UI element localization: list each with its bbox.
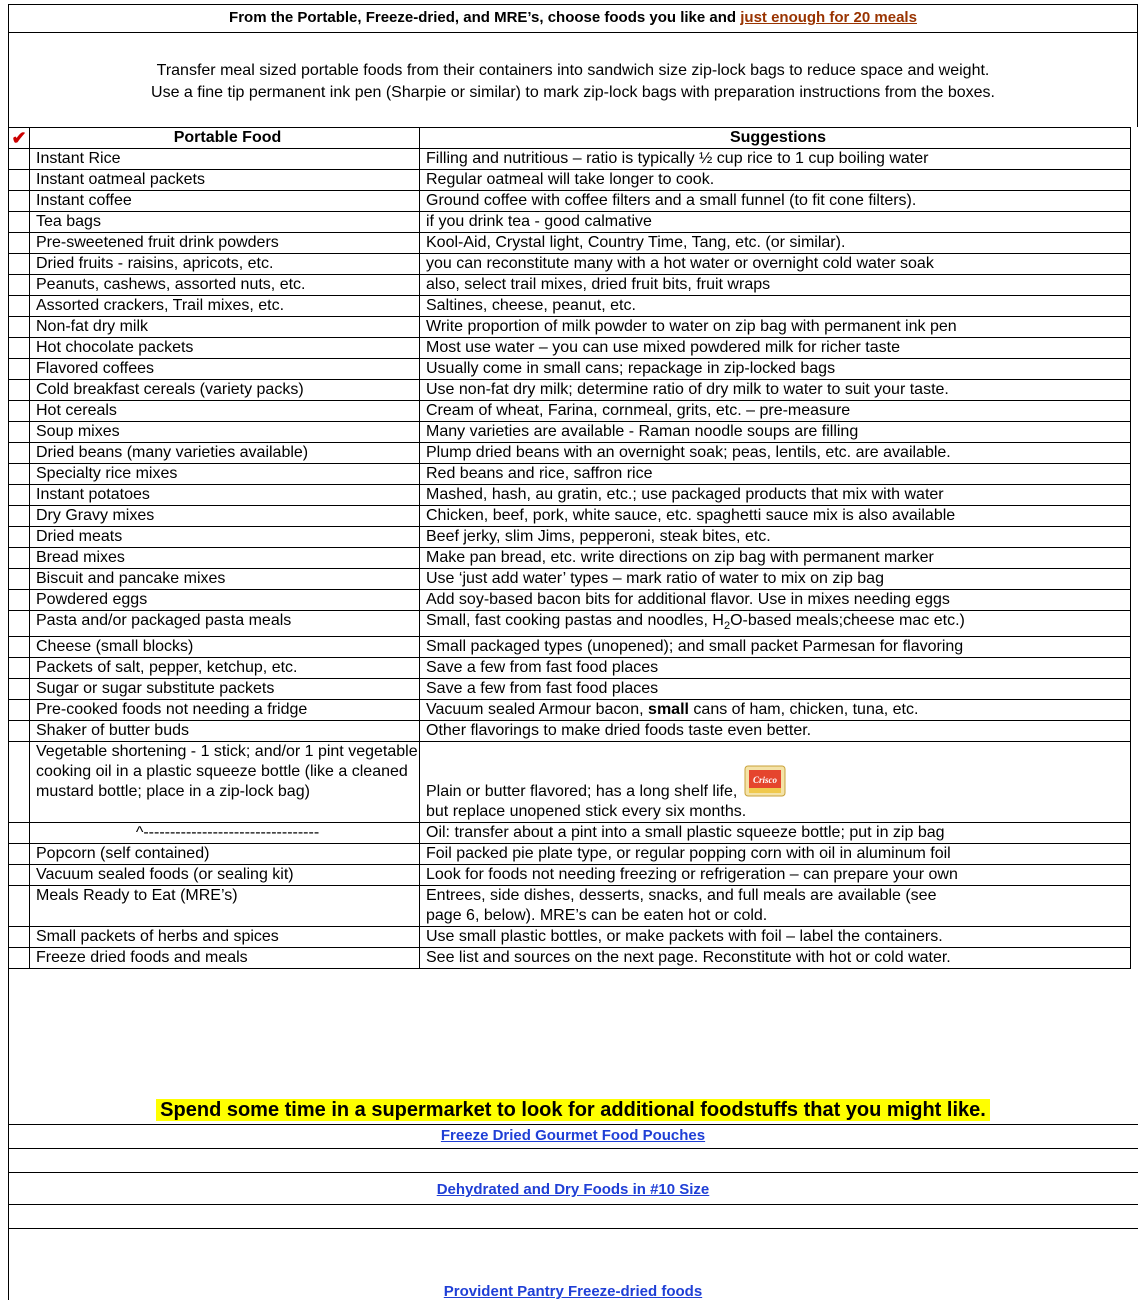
intro-line-1: Transfer meal sized portable foods from their containers into sandwich size zip-lock bags to reduce space and weight. (156, 62, 990, 79)
food-cell: Non-fat dry milk (30, 317, 420, 338)
food-cell: Instant oatmeal packets (30, 170, 420, 191)
document-frame (8, 4, 1138, 1300)
suggestion-cell: Regular oatmeal will take longer to cook. (420, 170, 1131, 191)
suggestion-cell: Add soy-based bacon bits for additional flavor. Use in mixes needing eggs (420, 590, 1131, 611)
table-header-row (9, 128, 1131, 149)
row-checkbox-cell[interactable] (9, 679, 30, 700)
food-cell: Powdered eggs (30, 590, 420, 611)
food-cell: Flavored coffees (30, 359, 420, 380)
suggestion-cell: Beef jerky, slim Jims, pepperoni, steak bites, etc. (420, 527, 1131, 548)
row-checkbox-cell[interactable] (9, 611, 30, 637)
row-checkbox-cell[interactable] (9, 485, 30, 506)
table-row (9, 191, 1131, 212)
food-cell: Peanuts, cashews, assorted nuts, etc. (30, 275, 420, 296)
table-row (9, 401, 1131, 422)
table-row (9, 865, 1131, 886)
suggestion-cell: Plump dried beans with an overnight soak; peas, lentils, etc. are available. (420, 443, 1131, 464)
suggestion-cell: Most use water – you can use mixed powdered milk for richer taste (420, 338, 1131, 359)
suggestion-cell: Small packaged types (unopened); and small packet Parmesan for flavoring (420, 637, 1131, 658)
suggestion-cell: Plain or butter flavored; has a long shelf life, Crisco but replace unopened stick every six months. (420, 742, 1131, 823)
supermarket-highlight: Spend some time in a supermarket to look for additional foodstuffs that you might like. (156, 1099, 990, 1121)
suggestion-cell: Usually come in small cans; repackage in zip-locked bags (420, 359, 1131, 380)
food-cell: Freeze dried foods and meals (30, 948, 420, 969)
suggestion-cell: Look for foods not needing freezing or refrigeration – can prepare your own (420, 865, 1131, 886)
food-cell: Shaker of butter buds (30, 721, 420, 742)
row-checkbox-cell[interactable] (9, 721, 30, 742)
suggestion-cell: Make pan bread, etc. write directions on zip bag with permanent marker (420, 548, 1131, 569)
suggestion-cell: Kool-Aid, Crystal light, Country Time, Tang, etc. (or similar). (420, 233, 1131, 254)
row-checkbox-cell[interactable] (9, 637, 30, 658)
row-checkbox-cell[interactable] (9, 191, 30, 212)
row-checkbox-cell[interactable] (9, 844, 30, 865)
suggestion-cell: Foil packed pie plate type, or regular popping corn with oil in aluminum foil (420, 844, 1131, 865)
suggestion-cell: if you drink tea - good calmative (420, 212, 1131, 233)
table-row (9, 823, 1131, 844)
food-cell: Dried beans (many varieties available) (30, 443, 420, 464)
table-row (9, 485, 1131, 506)
page-header (8, 4, 1138, 32)
table-row (9, 742, 1131, 823)
suggestion-cell: Oil: transfer about a pint into a small plastic squeeze bottle; put in zip bag (420, 823, 1131, 844)
row-checkbox-cell[interactable] (9, 170, 30, 191)
table-row (9, 296, 1131, 317)
suggestion-cell: Use ‘just add water’ types – mark ratio of water to mix on zip bag (420, 569, 1131, 590)
check-column-header (9, 128, 30, 149)
suggestion-cell: Save a few from fast food places (420, 658, 1131, 679)
suggestion-cell: you can reconstitute many with a hot water or overnight cold water soak (420, 254, 1131, 275)
header-link[interactable]: just enough for 20 meals (740, 9, 917, 26)
food-cell: Small packets of herbs and spices (30, 927, 420, 948)
table-row (9, 506, 1131, 527)
food-cell: Bread mixes (30, 548, 420, 569)
row-checkbox-cell[interactable] (9, 506, 30, 527)
row-checkbox-cell[interactable] (9, 948, 30, 969)
food-cell: Dry Gravy mixes (30, 506, 420, 527)
row-checkbox-cell[interactable] (9, 464, 30, 485)
row-checkbox-cell[interactable] (9, 401, 30, 422)
table-row (9, 548, 1131, 569)
row-checkbox-cell[interactable] (9, 149, 30, 170)
row-checkbox-cell[interactable] (9, 590, 30, 611)
row-checkbox-cell[interactable] (9, 548, 30, 569)
table-row (9, 700, 1131, 721)
intro-block (8, 60, 1138, 104)
suggestion-cell: Ground coffee with coffee filters and a small funnel (to fit cone filters). (420, 191, 1131, 212)
shortening-product-image (741, 760, 791, 802)
suggestion-cell: Use small plastic bottles, or make packets with foil – label the containers. (420, 927, 1131, 948)
row-checkbox-cell[interactable] (9, 927, 30, 948)
suggestion-cell: Other flavorings to make dried foods taste even better. (420, 721, 1131, 742)
table-row (9, 844, 1131, 865)
food-cell: Packets of salt, pepper, ketchup, etc. (30, 658, 420, 679)
footer-line-4 (8, 1204, 1138, 1205)
table-row (9, 679, 1131, 700)
checkmark-icon: ✔ (11, 128, 27, 148)
table-row (9, 422, 1131, 443)
footer-line-2 (8, 1148, 1138, 1149)
suggestion-cell: also, select trail mixes, dried fruit bits, fruit wraps (420, 275, 1131, 296)
suggestion-cell: Filling and nutritious – ratio is typically ½ cup rice to 1 cup boiling water (420, 149, 1131, 170)
provident-pantry-link[interactable]: Provident Pantry Freeze-dried foods (443, 1283, 703, 1300)
table-row (9, 637, 1131, 658)
table-row (9, 527, 1131, 548)
food-cell: Sugar or sugar substitute packets (30, 679, 420, 700)
row-checkbox-cell[interactable] (9, 233, 30, 254)
table-row (9, 380, 1131, 401)
suggestion-cell: Saltines, cheese, peanut, etc. (420, 296, 1131, 317)
row-checkbox-cell[interactable] (9, 212, 30, 233)
food-cell: Instant potatoes (30, 485, 420, 506)
table-row (9, 886, 1131, 927)
table-row (9, 338, 1131, 359)
food-cell: Pre-cooked foods not needing a fridge (30, 700, 420, 721)
table-row (9, 359, 1131, 380)
table-row (9, 275, 1131, 296)
table-row (9, 443, 1131, 464)
food-cell: Soup mixes (30, 422, 420, 443)
crisco-logo-text: Crisco (753, 775, 778, 786)
food-column-header: Portable Food (30, 128, 420, 149)
suggestion-cell: See list and sources on the next page. Reconstitute with hot or cold water. (420, 948, 1131, 969)
food-cell: ^--------------------------------- (30, 823, 420, 844)
suggestion-cell: Cream of wheat, Farina, cornmeal, grits, etc. – pre-measure (420, 401, 1131, 422)
footer-line-5 (8, 1228, 1138, 1229)
food-cell: Cheese (small blocks) (30, 637, 420, 658)
row-checkbox-cell[interactable] (9, 658, 30, 679)
footer-line-3 (8, 1172, 1138, 1173)
suggestion-cell: Red beans and rice, saffron rice (420, 464, 1131, 485)
row-checkbox-cell[interactable] (9, 317, 30, 338)
food-cell: Vegetable shortening - 1 stick; and/or 1 pint vegetable cooking oil in a plastic squeeze bottle (like a cleaned mustard bottle; place in a zip-lock bag) (30, 742, 420, 823)
food-table (8, 127, 1131, 969)
row-checkbox-cell[interactable] (9, 527, 30, 548)
suggestion-cell: Chicken, beef, pork, white sauce, etc. spaghetti sauce mix is also available (420, 506, 1131, 527)
header-divider (8, 32, 1138, 33)
row-checkbox-cell[interactable] (9, 443, 30, 464)
food-cell: Dried meats (30, 527, 420, 548)
food-cell: Cold breakfast cereals (variety packs) (30, 380, 420, 401)
row-checkbox-cell[interactable] (9, 359, 30, 380)
row-checkbox-cell[interactable] (9, 742, 30, 823)
table-row (9, 170, 1131, 191)
footer-link-row-1 (8, 1124, 1138, 1148)
suggestion-cell: Entrees, side dishes, desserts, snacks, and full meals are available (see page 6, below). MRE’s can be eaten hot or cold. (420, 886, 1131, 927)
food-cell: Specialty rice mixes (30, 464, 420, 485)
header-text: From the Portable, Freeze-dried, and MRE’s, choose foods you like and (229, 9, 741, 26)
row-checkbox-cell[interactable] (9, 275, 30, 296)
suggestion-cell: Use non-fat dry milk; determine ratio of dry milk to water to suit your taste. (420, 380, 1131, 401)
row-checkbox-cell[interactable] (9, 700, 30, 721)
row-checkbox-cell[interactable] (9, 422, 30, 443)
food-cell: Meals Ready to Eat (MRE’s) (30, 886, 420, 927)
table-row (9, 569, 1131, 590)
suggestion-cell: Mashed, hash, au gratin, etc.; use packaged products that mix with water (420, 485, 1131, 506)
table-row (9, 948, 1131, 969)
food-cell: Pasta and/or packaged pasta meals (30, 611, 420, 637)
table-row (9, 721, 1131, 742)
row-checkbox-cell[interactable] (9, 254, 30, 275)
freeze-dried-pouches-link[interactable]: Freeze Dried Gourmet Food Pouches (440, 1127, 706, 1144)
table-row (9, 927, 1131, 948)
food-cell: Instant coffee (30, 191, 420, 212)
row-checkbox-cell[interactable] (9, 823, 30, 844)
row-checkbox-cell[interactable] (9, 380, 30, 401)
table-row (9, 317, 1131, 338)
table-row (9, 212, 1131, 233)
intro-line-2: Use a fine tip permanent ink pen (Sharpie or similar) to mark zip-lock bags with preparation instructions from the boxes. (151, 84, 995, 101)
supermarket-note (8, 1098, 1138, 1124)
suggestion-cell: Small, fast cooking pastas and noodles, $H_2O$-based meals;cheese mac etc.) (420, 611, 1131, 637)
suggestion-cell: Many varieties are available - Raman noodle soups are filling (420, 422, 1131, 443)
food-cell: Pre-sweetened fruit drink powders (30, 233, 420, 254)
food-cell: Biscuit and pancake mixes (30, 569, 420, 590)
food-cell: Dried fruits - raisins, apricots, etc. (30, 254, 420, 275)
dehydrated-foods-link[interactable]: Dehydrated and Dry Foods in #10 Size (436, 1181, 710, 1198)
row-checkbox-cell[interactable] (9, 296, 30, 317)
suggestion-cell: Vacuum sealed Armour bacon, small cans of ham, chicken, tuna, etc. (420, 700, 1131, 721)
food-cell: Assorted crackers, Trail mixes, etc. (30, 296, 420, 317)
row-checkbox-cell[interactable] (9, 886, 30, 927)
footer-link-row-2 (8, 1178, 1138, 1202)
food-cell: Hot chocolate packets (30, 338, 420, 359)
table-row (9, 254, 1131, 275)
table-row (9, 233, 1131, 254)
food-cell: Tea bags (30, 212, 420, 233)
table-row (9, 464, 1131, 485)
row-checkbox-cell[interactable] (9, 865, 30, 886)
row-checkbox-cell[interactable] (9, 338, 30, 359)
food-cell: Popcorn (self contained) (30, 844, 420, 865)
table-row (9, 590, 1131, 611)
food-cell: Hot cereals (30, 401, 420, 422)
table-row (9, 611, 1131, 637)
row-checkbox-cell[interactable] (9, 569, 30, 590)
table-row (9, 149, 1131, 170)
food-cell: Instant Rice (30, 149, 420, 170)
food-cell: Vacuum sealed foods (or sealing kit) (30, 865, 420, 886)
suggestions-column-header: Suggestions (420, 128, 1131, 149)
suggestion-cell: Save a few from fast food places (420, 679, 1131, 700)
suggestion-cell: Write proportion of milk powder to water on zip bag with permanent ink pen (420, 317, 1131, 338)
table-row (9, 658, 1131, 679)
footer-link-row-3 (8, 1280, 1138, 1304)
